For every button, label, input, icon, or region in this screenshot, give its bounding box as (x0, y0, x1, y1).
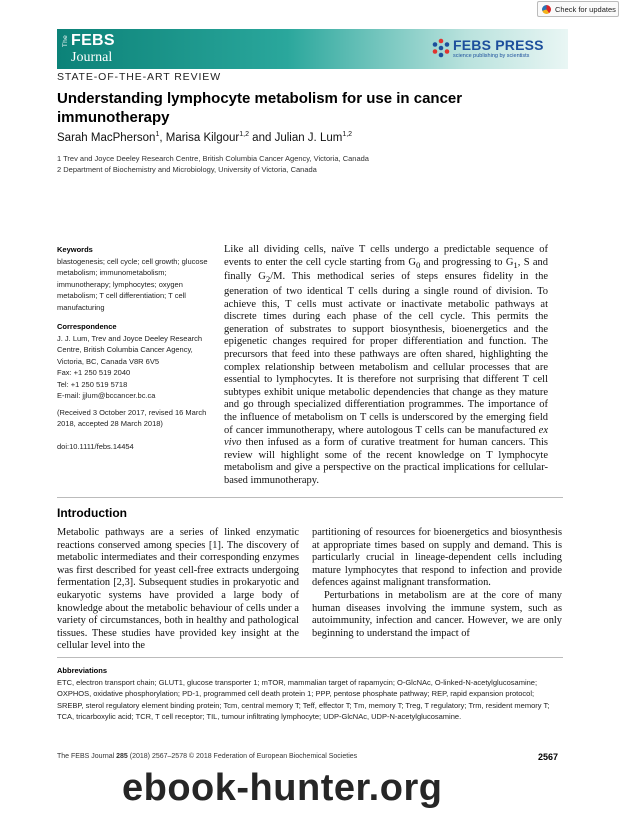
affiliation-2: 2 Department of Biochemistry and Microbiology, University of Victoria, Canada (57, 165, 317, 174)
check-for-updates-button[interactable] (537, 1, 619, 17)
author[interactable]: Sarah MacPherson (57, 131, 156, 144)
page-footer: The FEBS Journal 285 (2018) 2567–2578 © 2018 Federation of European Biochemical Societies (57, 753, 358, 760)
author[interactable]: Marisa Kilgour (165, 131, 240, 144)
febs-press-dots-icon (431, 38, 451, 58)
author[interactable]: Julian J. Lum (274, 131, 343, 144)
abstract: Like all dividing cells, naïve T cells undergo a predictable sequence of events to enter the cell cycle starting from $G_0$ and progressing to $G_1$, S and finally $G_2/M$. This methodical series of steps ensures fidelity in the generation of two identical T cells during a single round of division. To achieve this, T cells must activate or inactivate metabolic pathways at discrete times during each phase of the cell cycle. This permits the generation of substrates to support biosynthesis, bioenergetics and the epigenetic changes required for proper differentiation and function. The precursors that feed into these pathways are often shared, highlighting the complex relationship between metabolism and cellular processes that are essential to lymphocytes. It is therefore not surprising that different T cell subtypes exhibit unique metabolic dependencies that change as they mature and go through specialized differentiation programmes. The importance of the influence of metabolism on T cells is underscored by the emerging field of cancer immunotherapy, where autologous T cells can be manufactured ex vivo then infused as a form of curative treatment for human cancers. This review will highlight some of the recent knowledge on T lymphocyte metabolism and give a perspective on the practical implications for cellular-based immunotherapy. (224, 244, 548, 486)
correspondence-block: J. J. Lum, Trev and Joyce Deeley Research Centre, British Columbia Cancer Agency, Victoria, BC, Canada V8R 6V5 Fax: +1 250 519 2040 Tel: +1 250 519 5718 E-mail: jjlum@bccancer.bc.ca (57, 333, 217, 401)
check-for-updates-label: Check for updates (555, 4, 616, 14)
intro-left-column: Metabolic pathways are a series of linked enzymatic reactions conserved among species [1]. The discovery of metabolic intermediates and their corresponding enzymes was first described for yeast cell-free extracts undergoing fermentation [2,3]. Subsequent studies in prokaryotic and eukaryotic systems have provided a large body of knowledge about the metabolic behaviour of cells under a variety of circumstances, both in healthy and pathological tissues. These studies have provided key insight at the cellular level into the (57, 527, 299, 652)
febs-press-logo: FEBS PRESS science publishing by scientists (431, 35, 561, 65)
crossmark-icon (542, 5, 551, 14)
keywords-text: blastogenesis; cell cycle; cell growth; glucose metabolism; immunometabolism; immunotherapy; lymphocytes; oxygen metabolism; T cell differentiation; T cell manufacturing (57, 257, 208, 312)
abbreviations-heading: Abbreviations (57, 666, 108, 675)
email-link[interactable]: E-mail: jjlum@bccancer.bc.ca (57, 391, 156, 401)
page-number: 2567 (538, 752, 559, 762)
author-list: Sarah MacPherson$^1$, Marisa Kilgour$^{1,2}$ and Julian J. Lum$^{1,2}$ (57, 131, 353, 144)
abbreviations-divider (57, 657, 563, 658)
correspondence-heading: Correspondence (57, 322, 117, 331)
keywords-heading: Keywords (57, 245, 93, 254)
article-title: Understanding lymphocyte metabolism for use in cancer immunotherapy (57, 90, 463, 126)
section-divider (57, 497, 563, 498)
doi-link[interactable]: doi:10.1111/febs.14454 (57, 442, 134, 451)
affiliation-1: 1 Trev and Joyce Deeley Research Centre, British Columbia Cancer Agency, Victoria, Canada (57, 154, 369, 163)
abbreviations-text: ETC, electron transport chain; GLUT1, glucose transporter 1; mTOR, mammalian target of rapamycin; O-GlcNAc, O-linked-N-acetylglucosamine; OXPHOS, oxidative phosphorylation; PD-1, programmed cell death protein 1; PPP, pentose phosphate pathway; REP, rapid expansion protocol; SREBP, sterol regulatory element binding protein; Tcm, central memory T; Teff, effector T; Tm, memory T; Treg, T regulatory; Trm, resident memory T; TCA, tricarboxylic acid; TCR, T cell receptor; TIL, tumour infiltrating lymphocyte; UDP-GlcNAc, UDP-N-acetylglucosamine. (57, 678, 550, 722)
watermark: ebook-hunter.org (122, 767, 443, 809)
intro-right-column: partitioning of resources for bioenergetics and biosynthesis at appropriate times based on supply and demand. This is particularly crucial in lineage-dependent cells including mature lymphocytes that respond to infection and provide defences against malignant transformation. Perturbations in metabolism are at the core of many human diseases involving the immune system, such as autoimmunity, infection and cancer. However, we are only beginning to understand the impact of (312, 527, 562, 639)
received-dates: (Received 3 October 2017, revised 16 March 2018, accepted 28 March 2018) (57, 408, 207, 429)
introduction-heading: Introduction (57, 506, 127, 520)
article-type: STATE-OF-THE-ART REVIEW (57, 71, 222, 83)
